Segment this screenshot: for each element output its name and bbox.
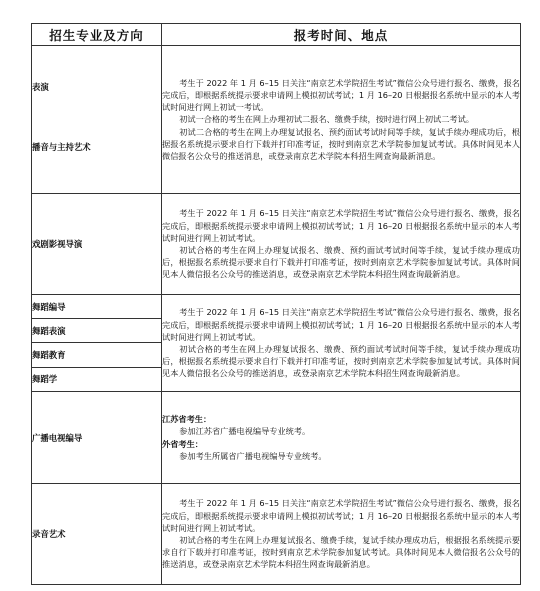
major-cell: [32, 392, 162, 484]
major-label-cell: [32, 367, 161, 391]
table-row: [32, 46, 521, 194]
major-label: 表演: [32, 82, 49, 92]
schedule-paragraph: 初试合格的考生在网上办理复试报名、缴费、预约面试考试时间等手续，复试手续办理成功后，根据报名系统提示要求自行下载并打印准考证，按时到南京艺术学院参加复试考试。具体时间见本人微信报名公众号的推送消息，或登录南京艺术学院本科招生网查询最新消息。: [162, 245, 520, 280]
table-row: [32, 194, 521, 295]
table-row: [32, 484, 521, 585]
major-label: 舞蹈编导: [32, 301, 66, 312]
major-cell: [32, 194, 162, 295]
major-label-cell: [32, 343, 161, 367]
section-text: 参加考生所属省广播电视编导专业统考。: [179, 450, 327, 461]
schedule-cell: [162, 484, 521, 585]
major-label: 广播电视编导: [32, 432, 83, 443]
major-cell-group: [32, 295, 162, 392]
schedule-paragraph: 初试一合格的考生在网上办理初试二报名、缴费手续，按时进行网上初试二考试。: [179, 114, 474, 125]
schedule-paragraph: 考生于 2022 年 1 月 6–15 日关注“南京艺术学院招生考试”微信公众号进行报名、缴费，报名完成后，即根据系统提示要求申请网上模拟初试考试；1 月 16–20 日根据报名系统中显示的本人考试时间进行网上初试考试。: [162, 208, 520, 243]
schedule-paragraph: 考生于 2022 年 1 月 6–15 日关注“南京艺术学院招生考试”微信公众号进行报名、缴费，报名完成后，即根据系统提示要求申请网上模拟初试考试；1 月 16–20 日根据报名系统中显示的本人考试时间进行网上初试考试。: [162, 498, 520, 533]
column-header-major: 招生专业及方向: [32, 24, 162, 46]
schedule-cell: [162, 295, 521, 392]
schedule-paragraph: 考生于 2022 年 1 月 6–15 日关注“南京艺术学院招生考试”微信公众号进行报名、缴费，报名完成后，即根据系统提示要求申请网上模拟初试考试；1 月 16–20 日根据报名系统中显示的本人考试时间进行网上初试一考试。: [162, 77, 520, 113]
section-text: 参加江苏省广播电视编导专业统考。: [179, 426, 311, 437]
table-row: [32, 392, 521, 484]
column-header-schedule: 报考时间、地点: [162, 24, 521, 46]
section-heading: 外省考生：: [162, 438, 203, 449]
major-cell: [32, 46, 162, 194]
major-cell: [32, 484, 162, 585]
schedule-cell: [162, 46, 521, 194]
major-label-cell: [32, 295, 161, 319]
schedule-cell: [162, 194, 521, 295]
section-heading: 江苏省考生：: [162, 414, 212, 425]
schedule-cell: [162, 392, 521, 484]
major-label: 舞蹈表演: [32, 325, 66, 336]
major-label: 播音与主持艺术: [32, 142, 91, 152]
major-label: 戏剧影视导演: [32, 239, 83, 249]
major-label: 舞蹈学: [32, 374, 58, 385]
major-label-cell: [32, 319, 161, 343]
table-row: [32, 295, 521, 392]
schedule-paragraph: 初试合格的考生在网上办理复试报名、缴费手续，复试手续办理成功后，根据报名系统提示要求自行下载并打印准考证，按时到南京艺术学院参加复试考试。具体时间见本人微信报名公众号的推送消息，或登录南京艺术学院本科招生网查询最新消息。: [162, 535, 520, 570]
schedule-paragraph: 初试合格的考生在网上办理复试报名、缴费、预约面试考试时间等手续，复试手续办理成功后，根据报名系统提示要求自行下载并打印准考证，按时到南京艺术学院参加复试考试。具体时间见本人微信报名公众号的推送消息，或登录南京艺术学院本科招生网查询最新消息。: [162, 344, 520, 379]
admission-schedule-table: [31, 23, 521, 585]
schedule-paragraph: 初试二合格的考生在网上办理复试报名、预约面试考试时间等手续，复试手续办理成功后，根据报名系统提示要求自行下载并打印准考证，按时到南京艺术学院参加复试考试。具体时间见本人微信报名公众号的推送消息，或登录南京艺术学院本科招生网查询最新消息。: [162, 126, 520, 161]
major-subtable: [32, 295, 161, 391]
schedule-paragraph: 考生于 2022 年 1 月 6–15 日关注“南京艺术学院招生考试”微信公众号进行报名、缴费，报名完成后，即根据系统提示要求申请网上模拟初试考试；1 月 16–20 日根据报名系统中显示的本人考试时间进行网上初试考试。: [162, 307, 520, 342]
major-label: 录音艺术: [32, 529, 66, 539]
table-header-row: [32, 24, 521, 46]
major-label: 舞蹈教育: [32, 350, 66, 361]
